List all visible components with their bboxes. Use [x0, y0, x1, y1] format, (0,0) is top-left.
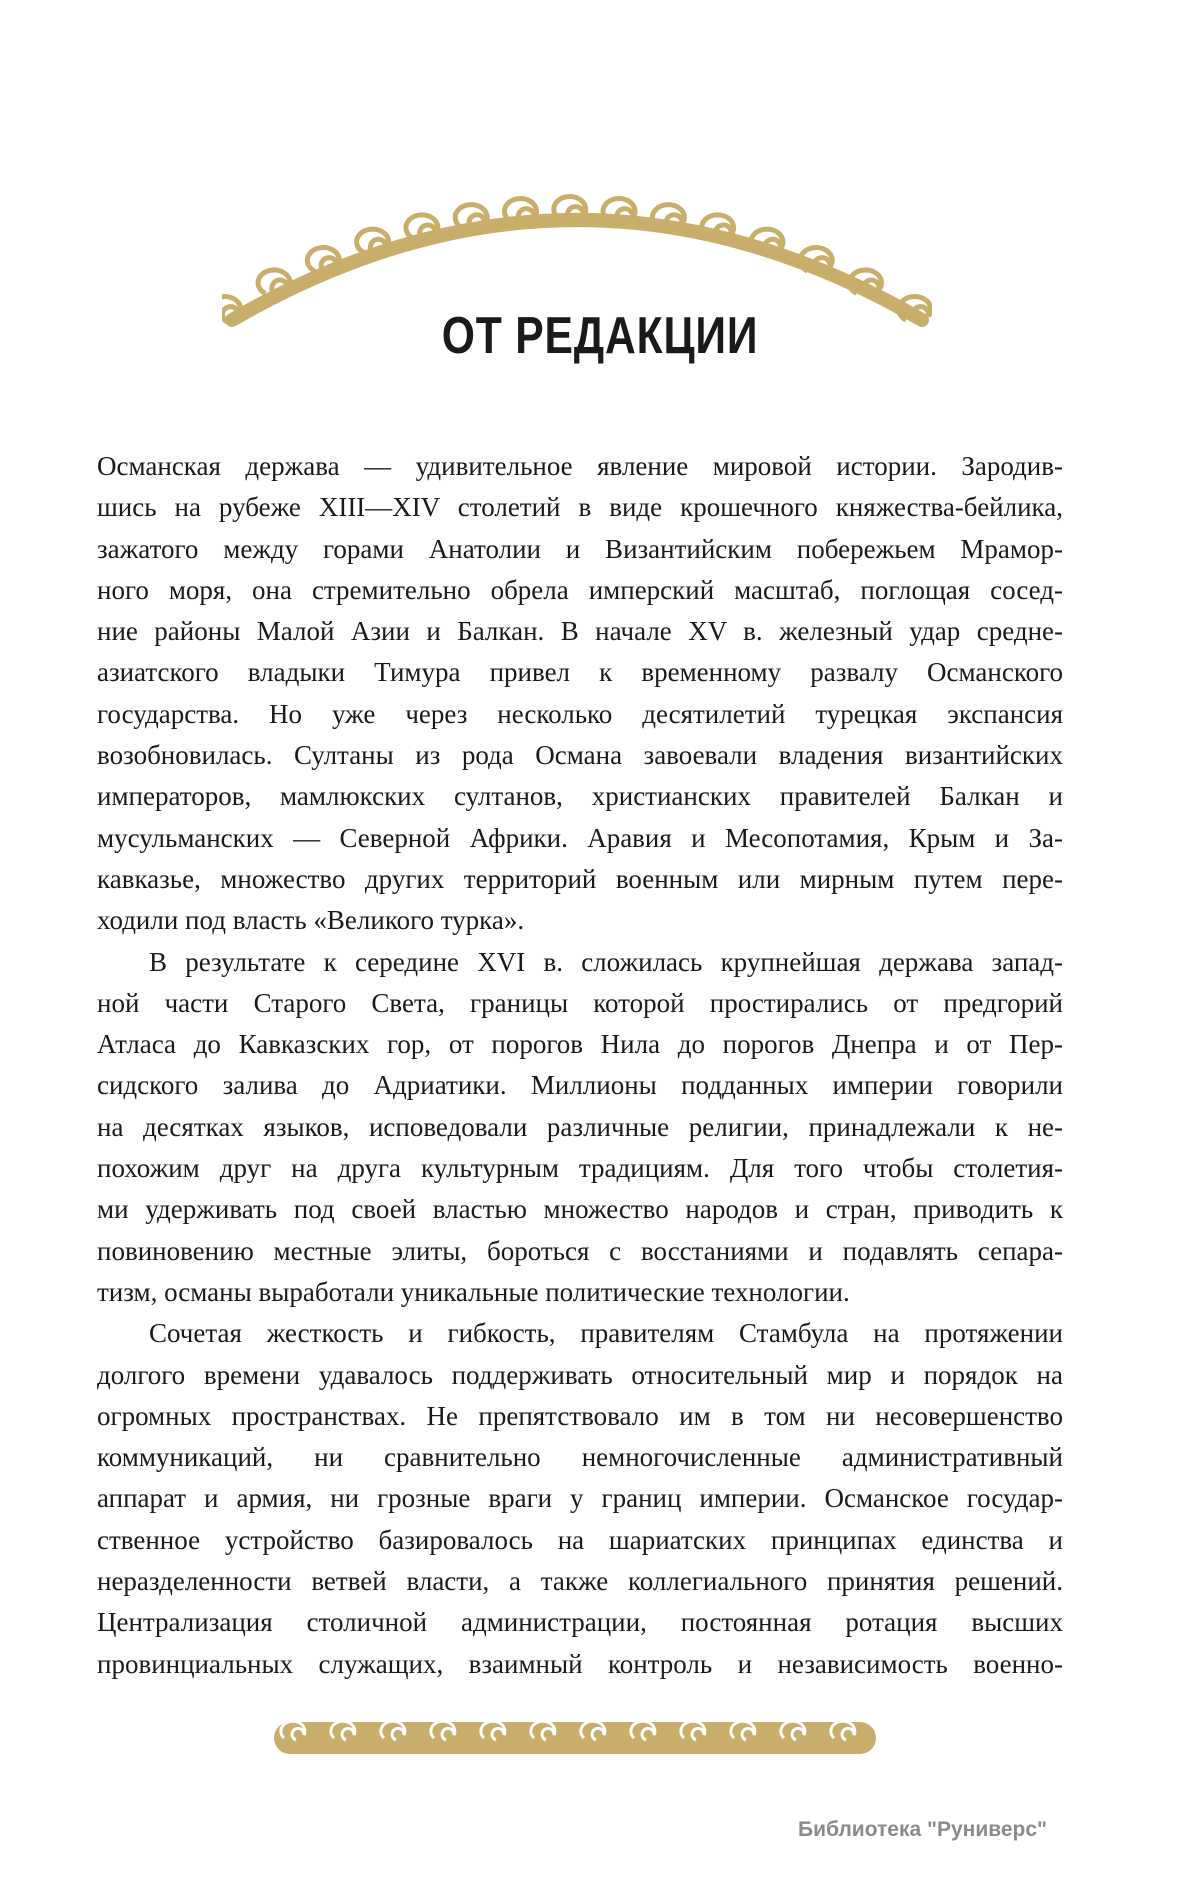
text-line: тизм, османы выработали уникальные политические технологии.: [97, 1276, 850, 1307]
text-line: ми удерживать под своей властью множество народов и стран, приводить к: [97, 1194, 1063, 1225]
text-line: азиатского владыки Тимура привел к временному развалу Османского: [97, 657, 1063, 688]
text-line: мусульманских — Северной Африки. Аравия и Месопотамия, Крым и За-: [97, 822, 1063, 853]
text-line: ного моря, она стремительно обрела имперский масштаб, поглощая сосед-: [97, 574, 1063, 605]
text-line: похожим друг на друга культурным традициям. Для того чтобы столетия-: [97, 1153, 1063, 1184]
text-line: ственное устройство базировалось на шариатских принципах единства и: [97, 1524, 1063, 1555]
text-line: сидского залива до Адриатики. Миллионы подданных империи говорили: [97, 1070, 1063, 1101]
text-line: огромных пространствах. Не препятствовало им в том ни несовершенство: [97, 1400, 1063, 1431]
text-line: ние районы Малой Азии и Балкан. В начале XV в. железный удар средне-: [97, 616, 1063, 647]
text-line: провинциальных служащих, взаимный контроль и независимость военно-: [97, 1648, 1063, 1679]
body-text: [97, 446, 1063, 1685]
text-line: аппарат и армия, ни грозные враги у границ империи. Османское государ-: [97, 1483, 1063, 1514]
bottom-ornament-band: [272, 1716, 878, 1760]
text-line: возобновилась. Султаны из рода Османа завоевали владения византийских: [97, 740, 1063, 771]
text-line: Османская держава — удивительное явление мировой истории. Зародив-: [97, 451, 1063, 481]
page-title-text: ОТ РЕДАКЦИИ: [441, 307, 759, 365]
text-line: Сочетая жесткость и гибкость, правителям Стамбула на протяжении: [149, 1318, 1063, 1349]
text-line: зажатого между горами Анатолии и Византийским побережьем Мрамор-: [97, 533, 1063, 564]
text-line: кавказье, множество других территорий военным или мирным путем пере-: [97, 863, 1063, 894]
top-ornament-arch: [222, 150, 932, 330]
page-title: [0, 306, 1200, 366]
text-line: Централизация столичной администрации, постоянная ротация высших: [97, 1607, 1063, 1638]
text-line: коммуникаций, ни сравнительно немногочисленные административный: [97, 1442, 1063, 1473]
text-line: Атласа до Кавказских гор, от порогов Нила до порогов Днепра и от Пер-: [97, 1029, 1063, 1060]
text-line: повиновению местные элиты, бороться с восстаниями и подавлять сепара-: [97, 1235, 1063, 1266]
text-line: ной части Старого Света, границы которой простирались от предгорий: [97, 987, 1063, 1018]
text-line: неразделенности ветвей власти, а также коллегиального принятия решений.: [97, 1566, 1063, 1597]
text-line: В результате к середине XVI в. сложилась крупнейшая держава запад-: [149, 946, 1063, 977]
text-line: шись на рубеже XIII—XIV столетий в виде крошечного княжества-бейлика,: [97, 492, 1063, 523]
text-line: государства. Но уже через несколько десятилетий турецкая экспансия: [97, 698, 1063, 729]
text-line: долгого времени удавалось поддерживать относительный мир и порядок на: [97, 1359, 1063, 1390]
text-line: императоров, мамлюкских султанов, христианских правителей Балкан и: [97, 781, 1063, 812]
text-line: на десятках языков, исповедовали различные религии, принадлежали к не-: [97, 1111, 1063, 1142]
library-credit: Библиотека "Руниверс": [798, 1818, 1048, 1841]
text-line: ходили под власть «Великого турка».: [97, 905, 525, 936]
